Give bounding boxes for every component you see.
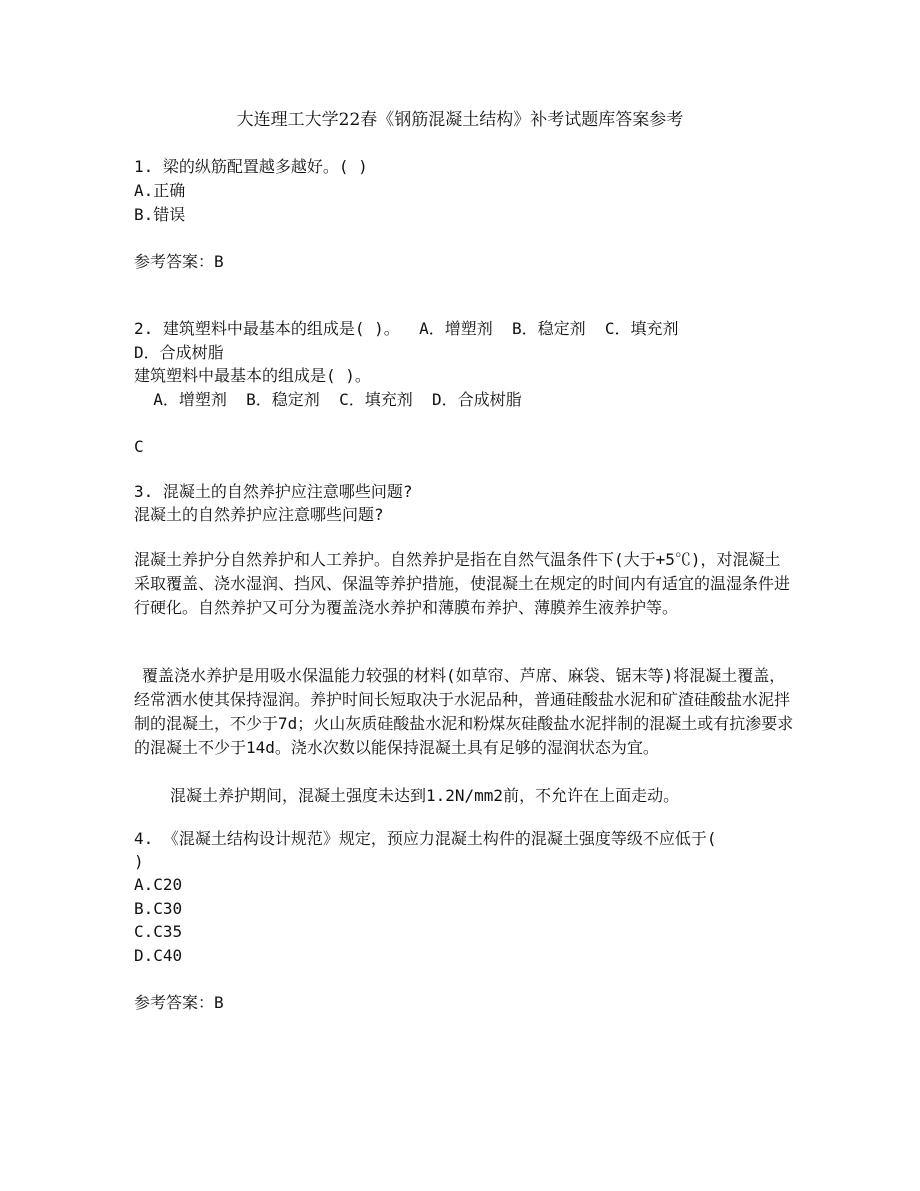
question-3-paragraph-1: 混凝土养护分自然养护和人工养护。自然养护是指在自然气温条件下(大于+5℃)，对混凝土采取覆盖、浇水湿润、挡风、保温等养护措施，使混凝土在规定的时间内有适宜的温湿条件进行硬化。自然养护又可分为覆盖浇水养护和薄膜布养护、薄膜养生液养护等。 <box>134 550 791 617</box>
question-4-text: 4. 《混凝土结构设计规范》规定，预应力混凝土构件的混凝土强度等级不应低于( <box>134 829 717 848</box>
question-1-option-b: B.错误 <box>134 205 186 224</box>
question-2-answer: C <box>134 437 144 456</box>
document-title: 大连理工大学22春《钢筋混凝土结构》补考试题库答案参考 <box>236 110 684 130</box>
question-2-restated: 建筑塑料中最基本的组成是( )。 <box>134 366 371 385</box>
question-3-paragraph-2: 覆盖浇水养护是用吸水保温能力较强的材料(如草帘、芦席、麻袋、锯末等)将混凝土覆盖，经常洒水使其保持湿润。养护时间长短取决于水泥品种，普通硅酸盐水泥和矿渣硅酸盐水泥拌制的混凝土，不少于7d；火山灰质硅酸盐水泥和粉煤灰硅酸盐水泥拌制的混凝土或有抗渗要求的混凝土不少于14d。浇水次数以能保持混凝土具有足够的湿润状态为宜。 <box>134 666 794 757</box>
question-4-option-a: A.C20 <box>134 875 183 894</box>
question-2-text: 2. 建筑塑料中最基本的组成是( )。 A．增塑剂 B．稳定剂 C．填充剂 <box>134 319 679 338</box>
question-4-text-continued: ) <box>134 852 144 871</box>
question-1-text: 1. 梁的纵筋配置越多越好。( ) <box>134 157 368 176</box>
question-1-answer: 参考答案：B <box>134 252 224 271</box>
question-3-restated: 混凝土的自然养护应注意哪些问题? <box>134 505 384 524</box>
question-4-option-c: C.C35 <box>134 922 183 941</box>
question-1-option-a: A.正确 <box>134 181 186 200</box>
question-3-paragraph-3: 混凝土养护期间，混凝土强度未达到1.2N/mm2前，不允许在上面走动。 <box>170 786 680 805</box>
question-4-answer: 参考答案：B <box>134 993 224 1012</box>
question-2-text-continued: D．合成树脂 <box>134 343 224 362</box>
question-4-option-b: B.C30 <box>134 899 183 918</box>
question-3-text: 3. 混凝土的自然养护应注意哪些问题? <box>134 482 413 501</box>
question-4-option-d: D.C40 <box>134 946 183 965</box>
question-2-options: A．增塑剂 B．稳定剂 C．填充剂 D．合成树脂 <box>134 390 522 409</box>
